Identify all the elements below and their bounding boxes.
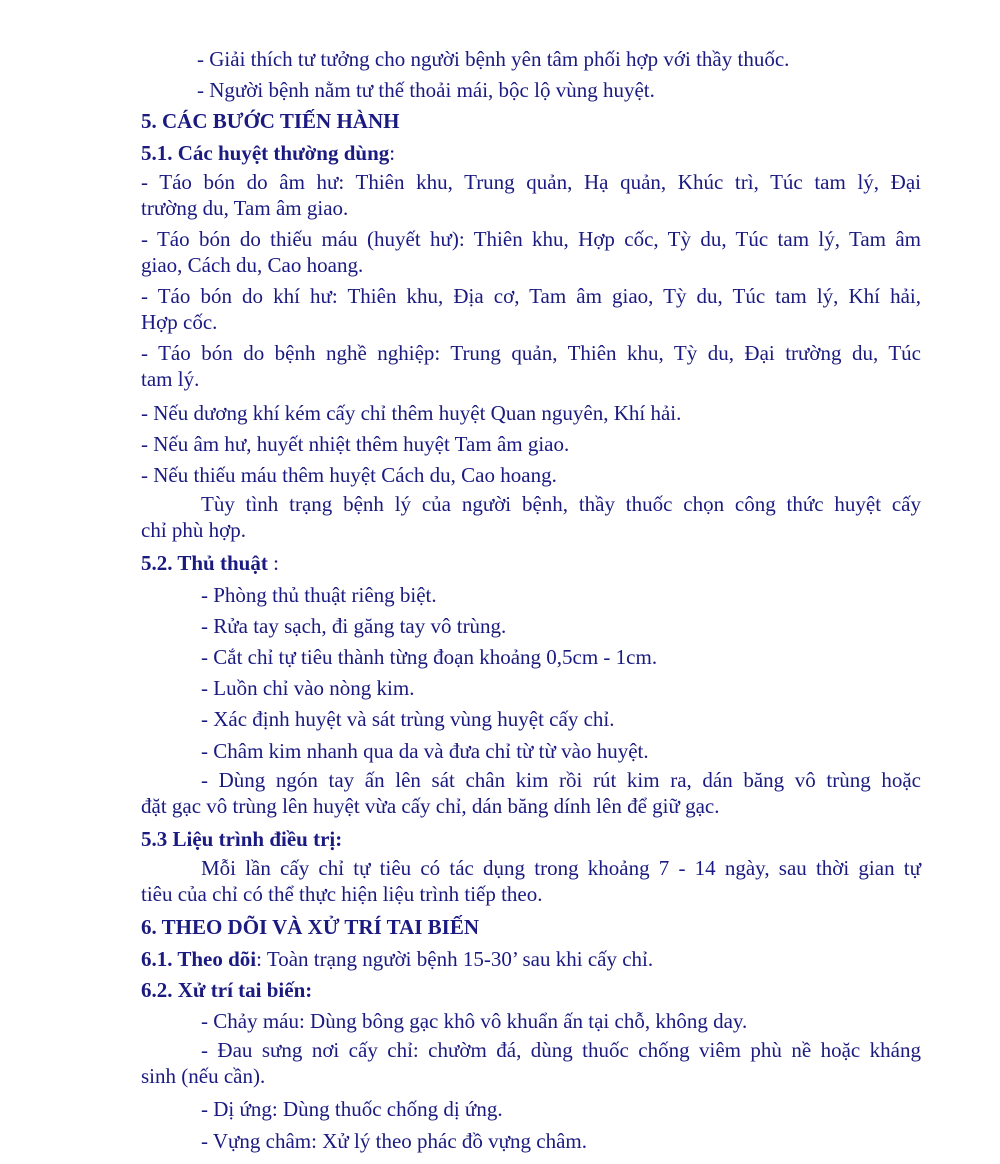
section-5-3-title: 5.3 Liệu trình điều trị:	[141, 826, 343, 851]
section-5-2-colon: :	[267, 551, 279, 576]
complication-item: - Dị ứng: Dùng thuốc chống dị ứng.	[201, 1097, 503, 1122]
procedure-step: - Phòng thủ thuật riêng biệt.	[201, 582, 437, 607]
section-6-1-title: 6.1. Theo dõi	[141, 946, 257, 971]
procedure-last-step-line: đặt gạc vô trùng lên huyệt vừa cấy chỉ, dán băng dính lên để giữ gạc.	[141, 793, 720, 818]
section-6-1-text: : Toàn trạng người bệnh 15-30’ sau khi cấy chỉ.	[256, 946, 654, 971]
acupoint-item	[141, 169, 921, 221]
acupoint-item-line: tam lý.	[141, 367, 200, 392]
complication-item: - Vựng châm: Xử lý theo phác đồ vựng châm.	[201, 1128, 588, 1153]
complication-item-line: sinh (nếu cần).	[141, 1064, 266, 1089]
acupoint-item-line: - Táo bón do bệnh nghề nghiệp: Trung quản, Thiên khu, Tỳ du, Đại trường du, Túc	[141, 341, 921, 366]
procedure-step: - Xác định huyệt và sát trùng vùng huyệt cấy chỉ.	[201, 707, 615, 732]
complication-item	[141, 1037, 921, 1089]
procedure-step: - Rửa tay sạch, đi găng tay vô trùng.	[201, 613, 507, 638]
section-5-1-colon: :	[389, 140, 396, 165]
acupoint-extra: - Nếu âm hư, huyết nhiệt thêm huyệt Tam âm giao.	[141, 431, 570, 456]
acupoint-item-line: Hợp cốc.	[141, 310, 218, 335]
acupoint-item-line: trường du, Tam âm giao.	[141, 195, 349, 220]
procedure-step: - Cắt chỉ tự tiêu thành từng đoạn khoảng 0,5cm - 1cm.	[201, 644, 658, 669]
prep-line-1: - Giải thích tư tưởng cho người bệnh yên tâm phối hợp với thầy thuốc.	[197, 47, 790, 71]
acupoint-extra: - Nếu thiếu máu thêm huyệt Cách du, Cao hoang.	[141, 462, 557, 487]
section-6-title: 6. THEO DÕI VÀ XỬ TRÍ TAI BIẾN	[141, 915, 480, 940]
treatment-course-line: Mỗi lần cấy chỉ tự tiêu có tác dụng trong khoảng 7 - 14 ngày, sau thời gian tự	[201, 856, 921, 881]
acupoint-item	[141, 283, 921, 335]
treatment-course-text	[141, 855, 921, 907]
document-page	[141, 44, 921, 1157]
procedure-last-step	[141, 767, 921, 819]
acupoint-item-line: - Táo bón do thiếu máu (huyết hư): Thiên khu, Hợp cốc, Tỳ du, Túc tam lý, Tam âm	[141, 227, 921, 251]
procedure-step: - Luồn chỉ vào nòng kim.	[201, 676, 415, 701]
section-5-1-title: 5.1. Các huyệt thường dùng	[141, 140, 390, 165]
section-5-2-heading	[141, 548, 921, 579]
section-6-2-title: 6.2. Xử trí tai biến:	[141, 977, 313, 1002]
acupoint-extra: - Nếu dương khí kém cấy chỉ thêm huyệt Quan nguyên, Khí hải.	[141, 400, 682, 425]
acupoint-note-line: Tùy tình trạng bệnh lý của người bệnh, thầy thuốc chọn công thức huyệt cấy	[201, 492, 921, 517]
treatment-course-line: tiêu của chỉ có thể thực hiện liệu trình tiếp theo.	[141, 882, 543, 907]
prep-line-2: - Người bệnh nằm tư thế thoải mái, bộc lộ vùng huyệt.	[197, 78, 655, 103]
acupoint-note-line: chỉ phù hợp.	[141, 518, 247, 543]
procedure-last-step-line: - Dùng ngón tay ấn lên sát chân kim rồi rút kim ra, dán băng vô trùng hoặc	[201, 767, 921, 792]
acupoint-item	[141, 340, 921, 392]
section-5-2-title: 5.2. Thủ thuật	[141, 551, 268, 576]
complication-item-line: - Đau sưng nơi cấy chỉ: chườm đá, dùng thuốc chống viêm phù nề hoặc kháng	[201, 1038, 921, 1063]
acupoint-item	[141, 226, 921, 278]
procedure-step: - Châm kim nhanh qua da và đưa chỉ từ từ vào huyệt.	[201, 738, 649, 763]
acupoint-item-line: giao, Cách du, Cao hoang.	[141, 253, 364, 277]
acupoint-item-line: - Táo bón do khí hư: Thiên khu, Địa cơ, Tam âm giao, Tỳ du, Túc tam lý, Khí hải,	[141, 284, 921, 309]
section-5-title: 5. CÁC BƯỚC TIẾN HÀNH	[141, 109, 400, 134]
section-5-1-heading	[141, 138, 921, 169]
acupoint-note	[141, 491, 921, 543]
complication-item: - Chảy máu: Dùng bông gạc khô vô khuẩn ấn tại chỗ, không day.	[201, 1008, 748, 1033]
acupoint-item-line: - Táo bón do âm hư: Thiên khu, Trung quản, Hạ quản, Khúc trì, Túc tam lý, Đại	[141, 169, 921, 194]
section-6-1	[141, 944, 921, 975]
